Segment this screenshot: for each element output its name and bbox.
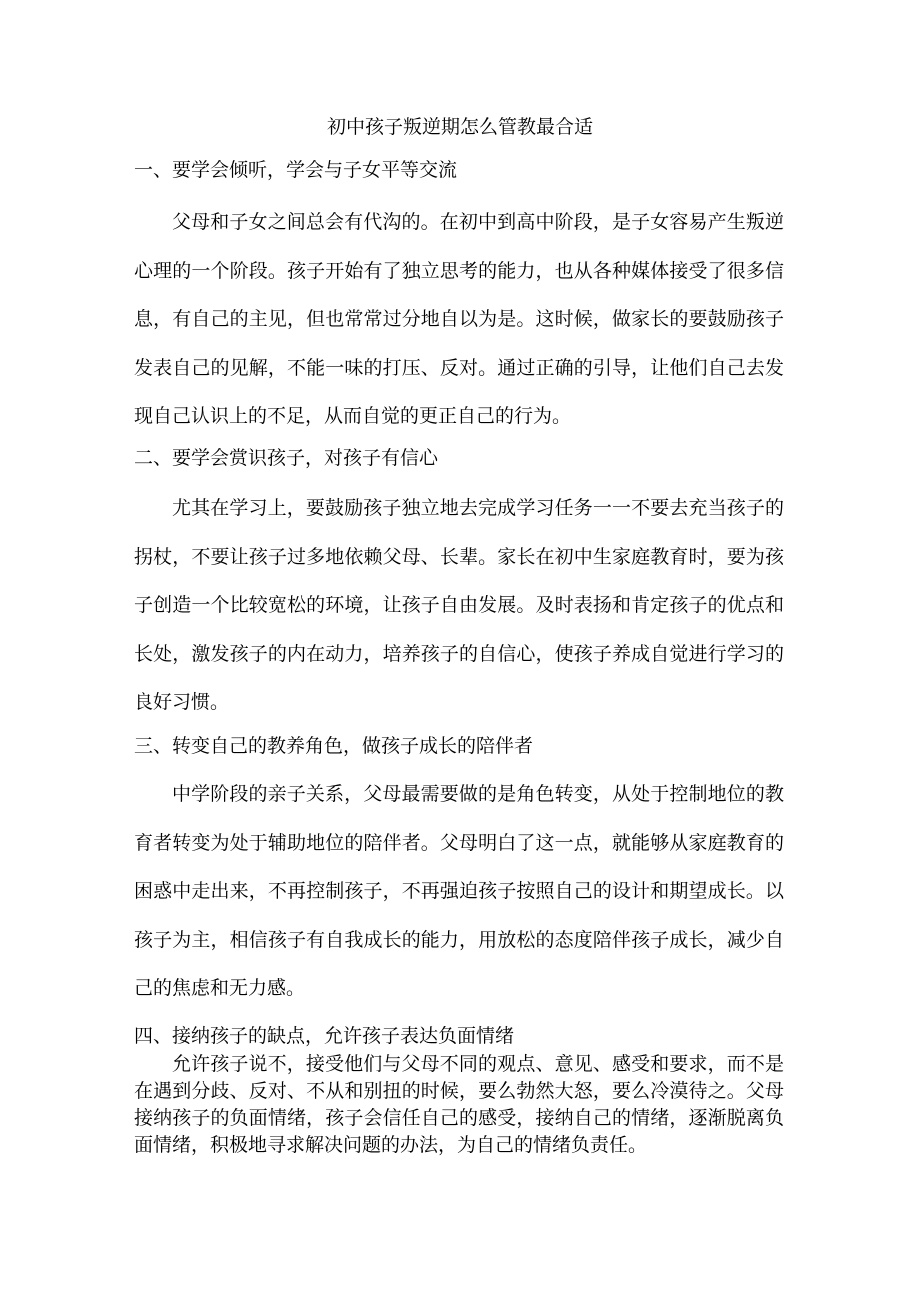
section-body-2: 尤其在学习上，要鼓励孩子独立地去完成学习任务一一不要去充当孩子的拐杖，不要让孩子过多地依赖父母、长辈。家长在初中生家庭教育时，要为孩子创造一个比较宽松的环境，让孩子自由发展。及时表扬和肯定孩子的优点和长处，激发孩子的内在动力，培养孩子的自信心，使孩子养成自觉进行学习的良好习惯。 [134,497,784,713]
section-heading-3: 三、转变自己的教养角色，做孩子成长的陪伴者 [134,735,534,757]
document-title: 初中孩子叛逆期怎么管教最合适 [326,116,593,138]
section-heading-1: 一、要学会倾听，学会与子女平等交流 [134,159,458,181]
section-body-1: 父母和子女之间总会有代沟的。在初中到高中阶段，是子女容易产生叛逆心理的一个阶段。孩子开始有了独立思考的能力，也从各种媒体接受了很多信息，有自己的主见，但也常常过分地自以为是。这时候，做家长的要鼓励孩子发表自己的见解，不能一味的打压、反对。通过正确的引导，让他们自己去发现自己认识上的不足，从而自觉的更正自己的行为。 [134,211,784,427]
section-heading-2: 二、要学会赏识孩子，对孩子有信心 [134,447,439,469]
section-body-3: 中学阶段的亲子关系，父母最需要做的是角色转变，从处于控制地位的教育者转变为处于辅助地位的陪伴者。父母明白了这一点，就能够从家庭教育的困惑中走出来，不再控制孩子，不再强迫孩子按照自己的设计和期望成长。以孩子为主，相信孩子有自我成长的能力，用放松的态度陪伴孩子成长，减少自己的焦虑和无力感。 [134,783,784,999]
section-heading-4: 四、接纳孩子的缺点，允许孩子表达负面情绪 [134,1025,515,1047]
section-body-4: 允许孩子说不，接受他们与父母不同的观点、意见、感受和要求，而不是在遇到分歧、反对、不从和别扭的时候，要么勃然大怒，要么冷漠待之。父母接纳孩子的负面情绪，孩子会信任自己的感受，接纳自己的情绪，逐渐脱离负面情绪，积极地寻求解决问题的办法，为自己的情绪负责任。 [134,1053,784,1156]
